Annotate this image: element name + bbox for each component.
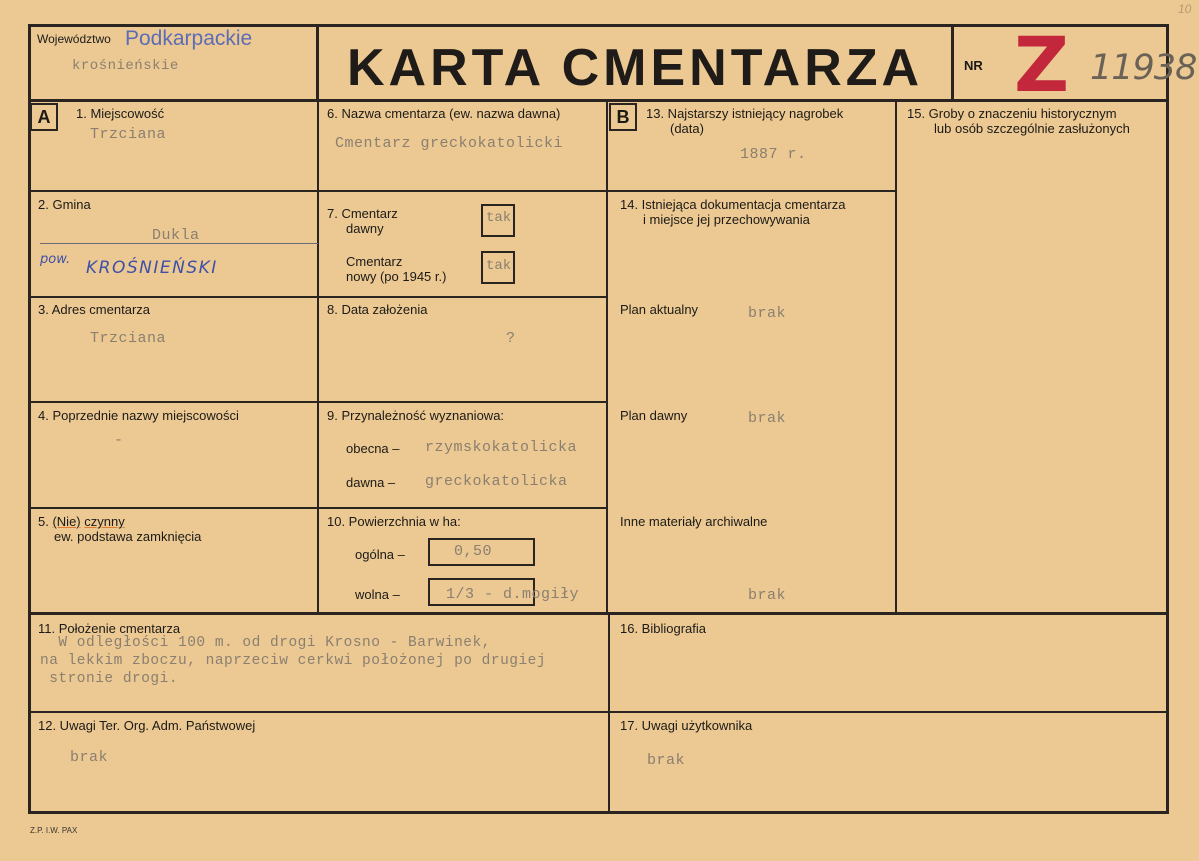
c1-line-2 — [28, 296, 317, 298]
c2-line-1 — [317, 190, 606, 192]
f13-label-2: (data) — [670, 121, 704, 136]
f15-label-1: 15. Groby o znaczeniu historycznym — [907, 106, 1117, 121]
f9-dawna-label: dawna – — [346, 475, 396, 490]
c2-line-2 — [317, 296, 606, 298]
f6-label: 6. Nazwa cmentarza (ew. nazwa dawna) — [327, 106, 561, 121]
f2-label: 2. Gmina — [38, 197, 91, 212]
c3-line-1 — [606, 190, 895, 192]
f14-plan-aktualny-value: brak — [748, 305, 787, 322]
f13-label-1: 13. Najstarszy istniejący nagrobek — [646, 106, 844, 121]
f13-value: 1887 r. — [740, 146, 807, 163]
f4-value: - — [114, 432, 124, 449]
c2-line-3 — [317, 401, 606, 403]
f10-ogolna-label: ogólna – — [355, 547, 405, 562]
col-divider-2 — [606, 100, 608, 613]
header-bottom-line — [28, 99, 1169, 102]
f14-inne-value: brak — [748, 587, 787, 604]
col-divider-1 — [317, 100, 319, 613]
f10-wolna-label: wolna – — [355, 587, 400, 602]
f3-label: 3. Adres cmentarza — [38, 302, 150, 317]
c2-line-4 — [317, 507, 606, 509]
f7-nowy-label-2: nowy (po 1945 r.) — [346, 269, 447, 284]
section-a-box: A — [30, 103, 58, 131]
f5-czynny: czynny — [84, 514, 125, 529]
wojewodztwo-stamp: Podkarpackie — [125, 27, 253, 50]
f6-value: Cmentarz greckokatolicki — [335, 135, 564, 152]
f2-pow-label: pow. — [40, 252, 71, 267]
col-divider-lower — [608, 613, 610, 813]
corner-mark: 10 — [1178, 2, 1192, 16]
f17-label: 17. Uwagi użytkownika — [620, 718, 753, 733]
f5-label-line2: ew. podstawa zamknięcia — [54, 529, 202, 544]
f12-value: brak — [70, 749, 109, 766]
f5-label — [38, 514, 125, 529]
f14-inne-label: Inne materiały archiwalne — [620, 514, 768, 529]
f14-label-1: 14. Istniejąca dokumentacja cmentarza — [620, 197, 846, 212]
c1-line-4 — [28, 507, 317, 509]
card-title: KARTA CMENTARZA — [347, 39, 924, 97]
f1-value: Trzciana — [90, 126, 167, 143]
c1-line-1 — [28, 190, 317, 192]
f14-plan-dawny-label: Plan dawny — [620, 408, 688, 423]
f1-label: 1. Miejscowość — [76, 106, 165, 121]
f2-value: Dukla — [152, 227, 200, 244]
f8-value: ? — [506, 330, 516, 347]
f9-dawna-value: greckokatolicka — [425, 473, 568, 490]
f5-prefix: 5. — [38, 514, 49, 529]
lower-line-1 — [28, 612, 1169, 615]
header-divider-left — [316, 24, 319, 100]
section-b-box: B — [609, 103, 637, 131]
f11-value: W odległości 100 m. od drogi Krosno - Barwinek, na lekkim zboczu, naprzeciw cerkwi położonej po drugiej stronie drogi. — [40, 635, 547, 687]
f12-label: 12. Uwagi Ter. Org. Adm. Państwowej — [38, 718, 256, 733]
f7-dawny-value: tak — [486, 210, 512, 226]
nr-number: 11938 — [1090, 48, 1197, 88]
wojewodztwo-typed: krośnieńskie — [72, 58, 179, 74]
printer-mark: Z.P. I.W. PAX — [30, 826, 78, 835]
f9-obecna-value: rzymskokatolicka — [425, 439, 578, 456]
f4-label: 4. Poprzednie nazwy miejscowości — [38, 408, 239, 423]
f11-label: 11. Położenie cmentarza — [38, 621, 181, 636]
f14-plan-dawny-value: brak — [748, 410, 787, 427]
f14-plan-aktualny-label: Plan aktualny — [620, 302, 699, 317]
nr-label: NR — [964, 58, 983, 73]
f16-label: 16. Bibliografia — [620, 621, 706, 636]
f7-nowy-value: tak — [486, 258, 512, 274]
col-divider-3 — [895, 100, 897, 613]
f5-nie: (Nie) — [52, 514, 81, 529]
f17-value: brak — [647, 752, 686, 769]
f14-label-2: i miejsce jej przechowywania — [643, 212, 810, 227]
f7-nowy-label-1: Cmentarz — [346, 254, 403, 269]
f7-dawny-label-1: 7. Cmentarz — [327, 206, 398, 221]
nr-stamp: Z — [1014, 20, 1070, 109]
f9-label: 9. Przynależność wyznaniowa: — [327, 408, 505, 423]
f8-label: 8. Data założenia — [327, 302, 428, 317]
f9-obecna-label: obecna – — [346, 441, 400, 456]
f3-value: Trzciana — [90, 330, 167, 347]
f10-label: 10. Powierzchnia w ha: — [327, 514, 461, 529]
f2-pow-value: KROŚNIEŃSKI — [86, 258, 218, 278]
c1-line-3 — [28, 401, 317, 403]
header-divider-right — [951, 24, 954, 100]
wojewodztwo-label: Województwo — [37, 32, 111, 46]
lower-line-2 — [28, 711, 1169, 713]
f10-wolna-value: 1/3 - d.mogiły — [446, 586, 580, 603]
f10-ogolna-value: 0,50 — [454, 543, 493, 560]
f15-label-2: lub osób szczególnie zasłużonych — [934, 121, 1130, 136]
f7-dawny-label-2: dawny — [346, 221, 384, 236]
